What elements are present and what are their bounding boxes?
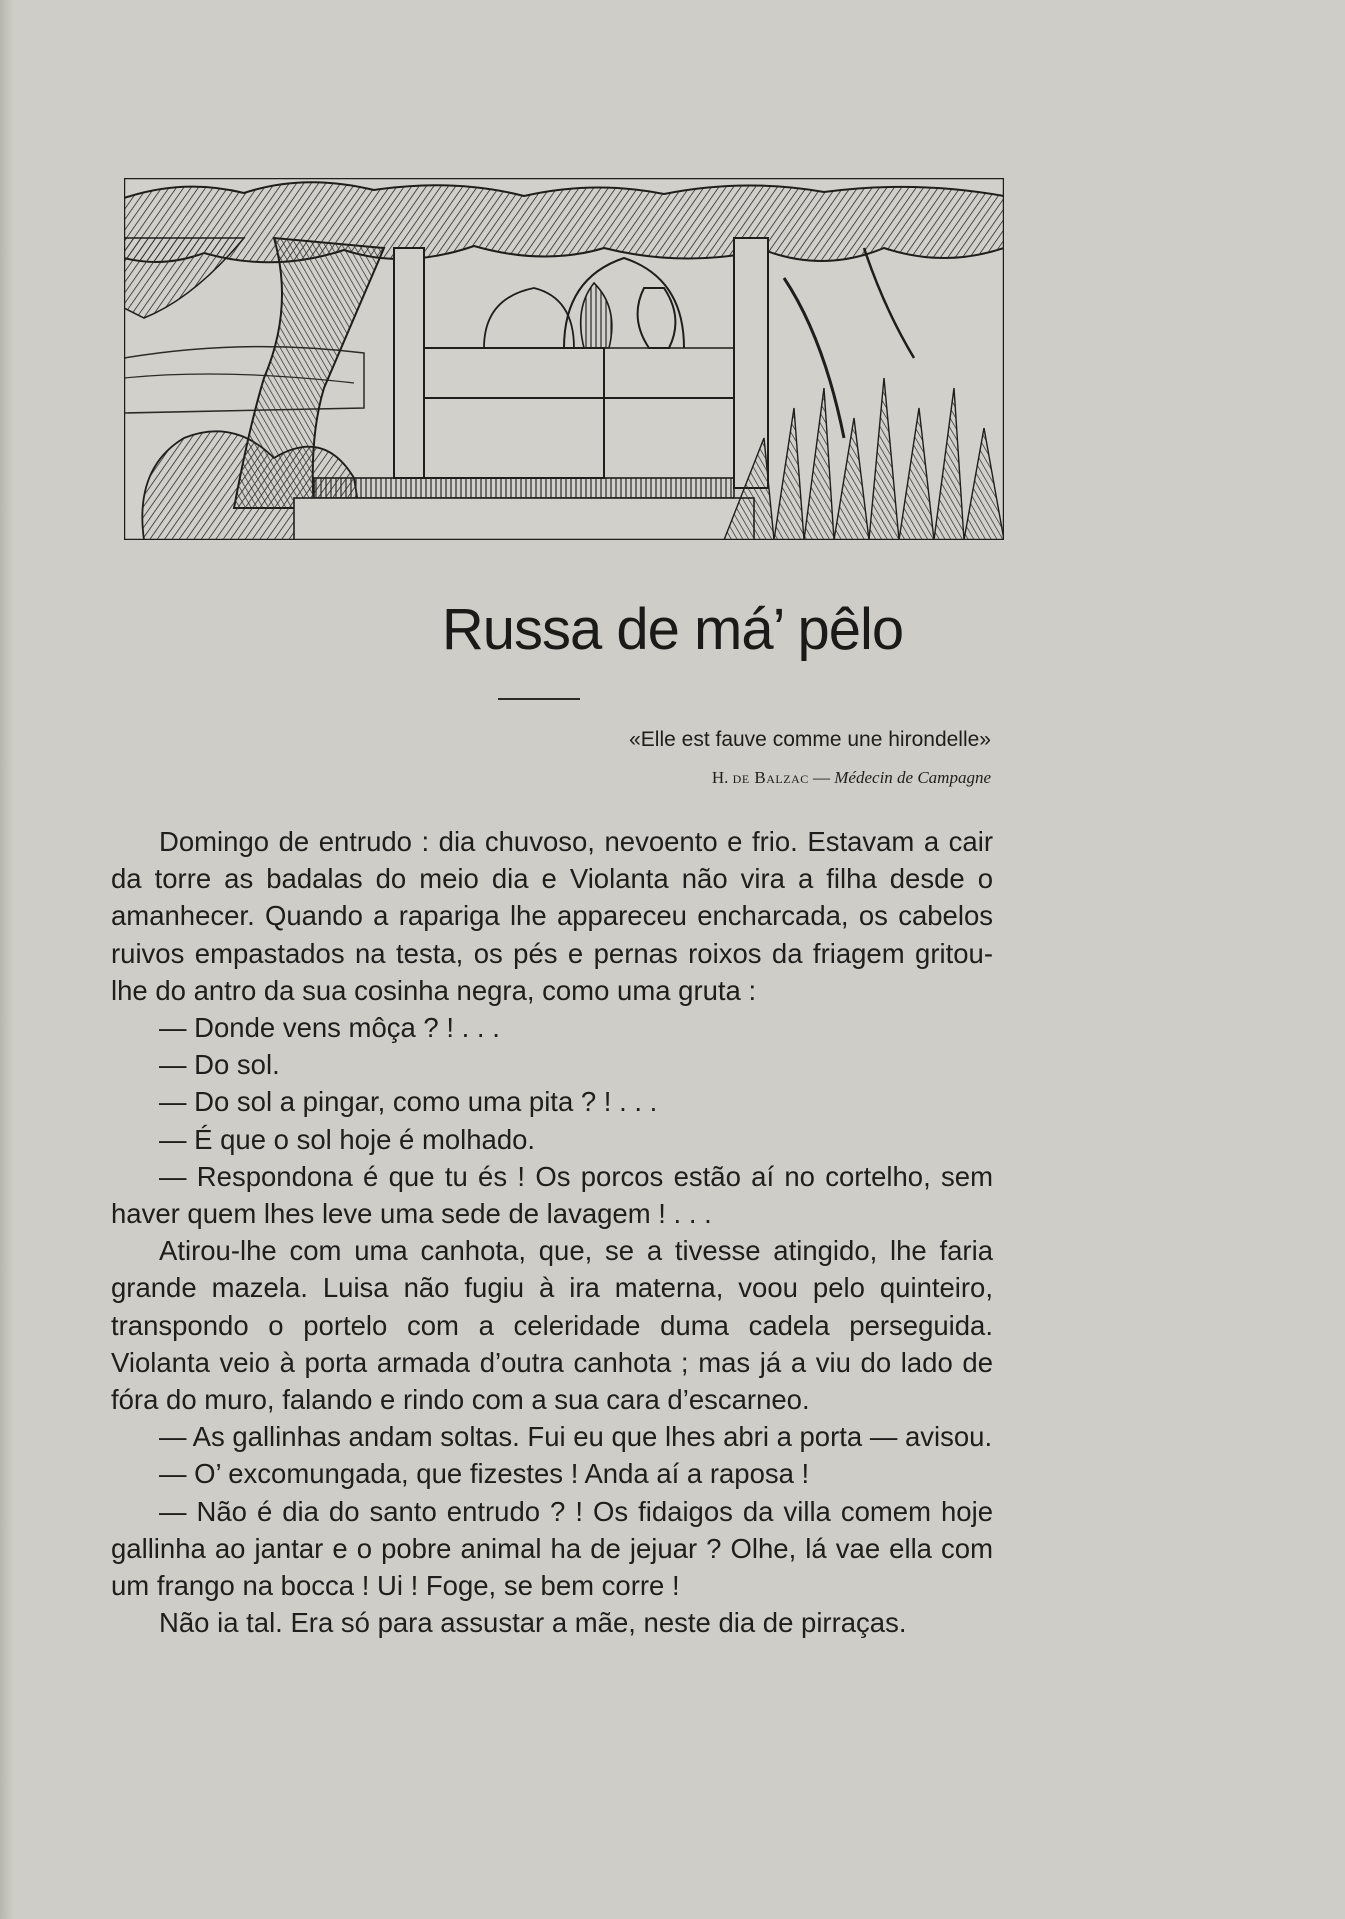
attribution-work: Médecin de Campagne xyxy=(834,768,991,787)
dialogue-line: — É que o sol hoje é molhado. xyxy=(159,1123,536,1155)
garden-engraving-icon xyxy=(124,178,1004,540)
title-divider xyxy=(498,698,580,700)
epigraph-attribution xyxy=(712,767,991,789)
dialogue-line: — Do sol. xyxy=(159,1049,280,1081)
paragraph: Atirou-lhe com uma canhota, que, se a tivesse atingido, lhe faria grande mazela. Luisa não fugiu à ira materna, voou pelo quinteiro, transpondo o portelo com a celeridade duma cadela perseguida. Violanta veio à porta armada d’outra canhota ; mas já a viu do lado de fóra do muro, falando e rindo com a sua cara d’escarneo. xyxy=(111,1235,993,1416)
paragraph: Não ia tal. Era só para assustar a mãe, neste dia de pirraças. xyxy=(159,1607,907,1639)
paragraph: Domingo de entrudo : dia chuvoso, nevoento e frio. Estavam a cair da torre as badalas do meio dia e Violanta não vira a filha desde o amanhecer. Quando a rapariga lhe appareceu encharcada, os cabelos ruivos empastados na testa, os pés e pernas roixos da friagem gritou-lhe do antro da sua cosinha negra, como uma gruta : xyxy=(111,826,993,1006)
attribution-author: Balzac xyxy=(754,768,809,787)
page-edge xyxy=(0,0,14,1919)
dialogue-line: — Do sol a pingar, como uma pita ? ! . . . xyxy=(159,1086,658,1118)
dialogue-line: — O’ excomungada, que fizestes ! Anda aí a raposa ! xyxy=(159,1458,810,1490)
dialogue-line: — Não é dia do santo entrudo ? ! Os fidaigos da villa comem hoje gallinha ao jantar e o pobre animal ha de jejuar ? Olhe, lá vae ella com um frango na bocca ! Ui ! Foge, se bem corre ! xyxy=(111,1495,993,1602)
story-body xyxy=(111,823,993,1641)
attribution-de: de xyxy=(732,768,755,787)
dialogue-line: — Donde vens môça ? ! . . . xyxy=(159,1012,500,1044)
dialogue-line: — As gallinhas andam soltas. Fui eu que lhes abri a porta — avisou. xyxy=(159,1421,993,1453)
epigraph: «Elle est fauve comme une hirondelle» xyxy=(629,728,991,751)
attribution-initial: H. xyxy=(711,768,733,787)
page-title: Russa de má’ pêlo xyxy=(441,597,904,662)
attribution-separator: — xyxy=(808,768,835,787)
dialogue-line: — Respondona é que tu és ! Os porcos estão aí no cortelho, sem haver quem lhes leve uma sede de lavagem ! . . . xyxy=(111,1160,993,1230)
